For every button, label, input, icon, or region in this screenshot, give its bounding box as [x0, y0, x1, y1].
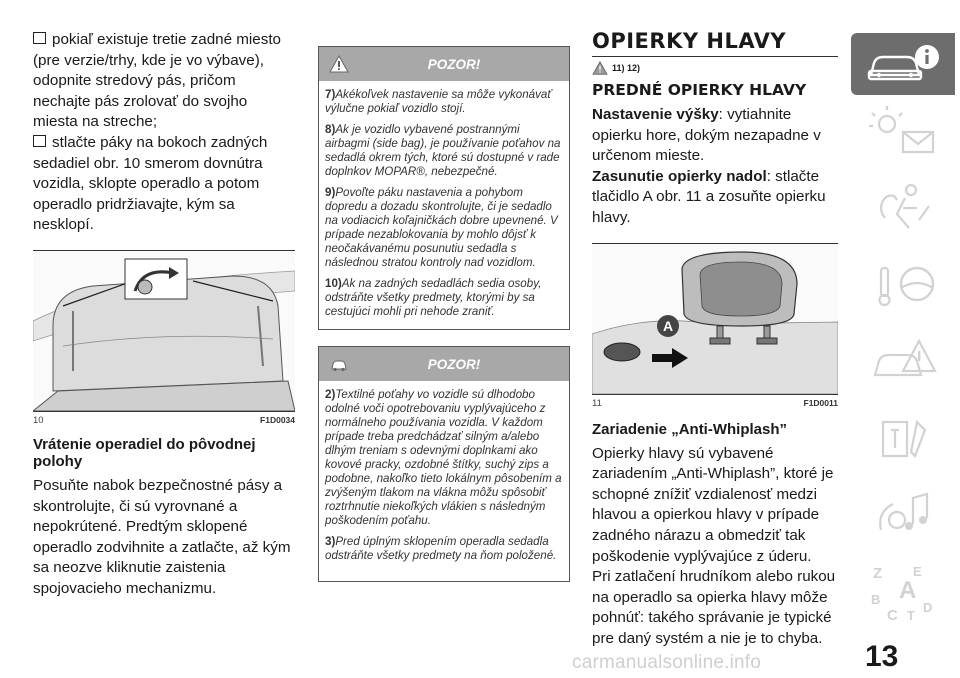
warning-header: [319, 347, 569, 381]
tab-car-info[interactable]: [851, 33, 955, 95]
chapter-title: OPIERKY HLAVY: [592, 29, 787, 53]
tab-warning-lights[interactable]: [851, 101, 955, 167]
svg-text:C: C: [887, 607, 898, 624]
airbag-icon: [863, 178, 943, 238]
warning-body: [319, 381, 569, 581]
warning-header: [319, 47, 569, 81]
warning-item: 8)Ak je vozidlo vybavené postrannými airbagmi (side bag), je používanie poťahov na sedadlá okrem tých, ktoré sú dostupné v rade doplnkov MOPAR®, nebezpečné.: [325, 123, 561, 178]
warning-body: [319, 81, 569, 329]
anti-whiplash-paragraph-2: Pri zatlačení hrudníkom alebo rukou na operadlo sa opierka hlavy môže pohnúť: takého správanie je typické pre daný systém a nie je to chyba.: [592, 568, 836, 647]
warning-box-1: [318, 46, 570, 330]
index-icon: [863, 560, 943, 624]
watermark: carmanualsonline.info: [572, 652, 762, 673]
tab-starting-driving[interactable]: [851, 249, 955, 319]
figure-10-caption: 10 F1D0034: [33, 414, 295, 426]
height-adjust-paragraph: Nastavenie výšky: vytiahnite opierku hore, dokým nezapadne v určenom mieste.: [592, 106, 821, 165]
chapter-sidebar: [851, 33, 955, 629]
warning-item: 3)Pred úplným sklopením operadla sedadla odstráňte všetky predmety na ňom položené.: [325, 535, 557, 562]
warning-item: 7)Akékoľvek nastavenie sa môže vykonávať výlučne pokiaľ vozidlo stojí.: [325, 88, 552, 115]
checkbox-bullet-icon: [33, 135, 46, 147]
key-steering-icon: [863, 254, 943, 314]
breakdown-icon: [863, 331, 943, 391]
svg-text:T: T: [907, 608, 915, 623]
tab-index[interactable]: [851, 555, 955, 629]
tab-multimedia[interactable]: [851, 479, 955, 549]
warning-box-2: [318, 346, 570, 582]
section-paragraph: Posuňte nabok bezpečnostné pásy a skontrolujte, či sú vyrovnané a nepokrútené. Predtým sklopené operadlo zodvihnite a zatlačte, až kým sa neozve kliknutie zaistenia spojovacieho mechanizmu.: [33, 476, 291, 597]
label-a: A: [662, 317, 674, 334]
anti-whiplash-heading: Zariadenie „Anti-Whiplash”: [592, 420, 788, 438]
tab-maintenance[interactable]: [851, 403, 955, 473]
svg-text:B: B: [871, 592, 881, 607]
tab-safety[interactable]: [851, 173, 955, 243]
figure-11: [592, 243, 838, 395]
warning-item: 10)Ak na zadných sedadlách sedia osoby, odstráňte všetky predmety, ktorými by sa cestujúci mohli pri nehode zraniť.: [325, 277, 542, 318]
warning-title: POZOR!: [427, 356, 481, 372]
column-left: [33, 30, 295, 600]
section-subtitle: PREDNÉ OPIERKY HLAVY: [592, 81, 807, 99]
car-info-icon: [863, 41, 943, 87]
tab-emergency[interactable]: [851, 325, 955, 397]
rear-seat-illustration: [33, 251, 295, 411]
svg-text:E: E: [913, 564, 922, 579]
column-middle: [318, 46, 570, 582]
figure-11-caption: 11 F1D0011: [592, 397, 838, 409]
lower-headrest-paragraph: Zasunutie opierky nadol: stlačte tlačidlo A obr. 11 a zosuňte opierku hlavy.: [592, 167, 826, 226]
figure-10: [33, 250, 295, 412]
warning-item: 9)Povoľte páku nastavenia a pohybom dopredu a dozadu skontrolujte, či je sedadlo na vodiacich koľajničkách dobre upevnené. V prípade nezablokovania by mohlo dôjsť k neočakávanému posunutiu sedadla s následnou stratou kontroly nad vozidlom.: [325, 186, 558, 269]
svg-text:Z: Z: [873, 565, 883, 582]
warning-item: 2)Textilné poťahy vo vozidle sú dlhodobo odolné voči opotrebovaniu vyplývajúceho z normálneho používania vozidla. V každom prípade treba predchádzať silným a/alebo dlhým treniam s odevnými doplnkami ako kovové pracky, ozdobné štítky, suchý zips a podobne, nakoľko tieto lokálnym pôsobením a zvýšeným tlakom na vlákna môžu spôsobiť roztrhnutie niekoľkých vlákien s následným poškodením poťahu.: [325, 388, 562, 527]
section-heading: Vrátenie operadiel do pôvodnej polohy: [33, 435, 256, 470]
bullet-item-1: pokiaľ existuje tretie zadné miesto (pre verzie/trhy, kde je vo výbave), odopnite stredový pás, pričom nechajte pás zrolovať do svojho miesta na streche;: [33, 31, 281, 131]
page-number: 13: [865, 640, 899, 673]
bullet-item-2: stlačte páky na bokoch zadných sedadiel obr. 10 smerom dovnútra vozidla, sklopte operadlo a potom operadlo pridržiavajte, kým sa nesklopí.: [33, 133, 268, 234]
checkbox-bullet-icon: [33, 32, 46, 44]
media-icon: [863, 484, 943, 544]
warning-lights-icon: [863, 104, 943, 164]
column-right: [592, 30, 838, 650]
warning-title: POZOR!: [427, 56, 481, 72]
warning-refs: 11) 12): [592, 61, 838, 75]
anti-whiplash-paragraph-1: Opierky hlavy sú vybavené zariadením „Anti-Whiplash”, ktoré je schopné znížiť vzdialenosť medzi hlavou a opierkou hlavy v prípade zadného nárazu a obmedziť tak poškodenie vyplývajúce z úderu.: [592, 444, 834, 565]
headrest-illustration: [592, 244, 838, 394]
title-rule: [592, 56, 838, 57]
svg-text:A: A: [899, 577, 917, 604]
warning-triangle-icon: [592, 61, 608, 75]
svg-text:D: D: [923, 600, 933, 615]
wrench-icon: [863, 408, 943, 468]
